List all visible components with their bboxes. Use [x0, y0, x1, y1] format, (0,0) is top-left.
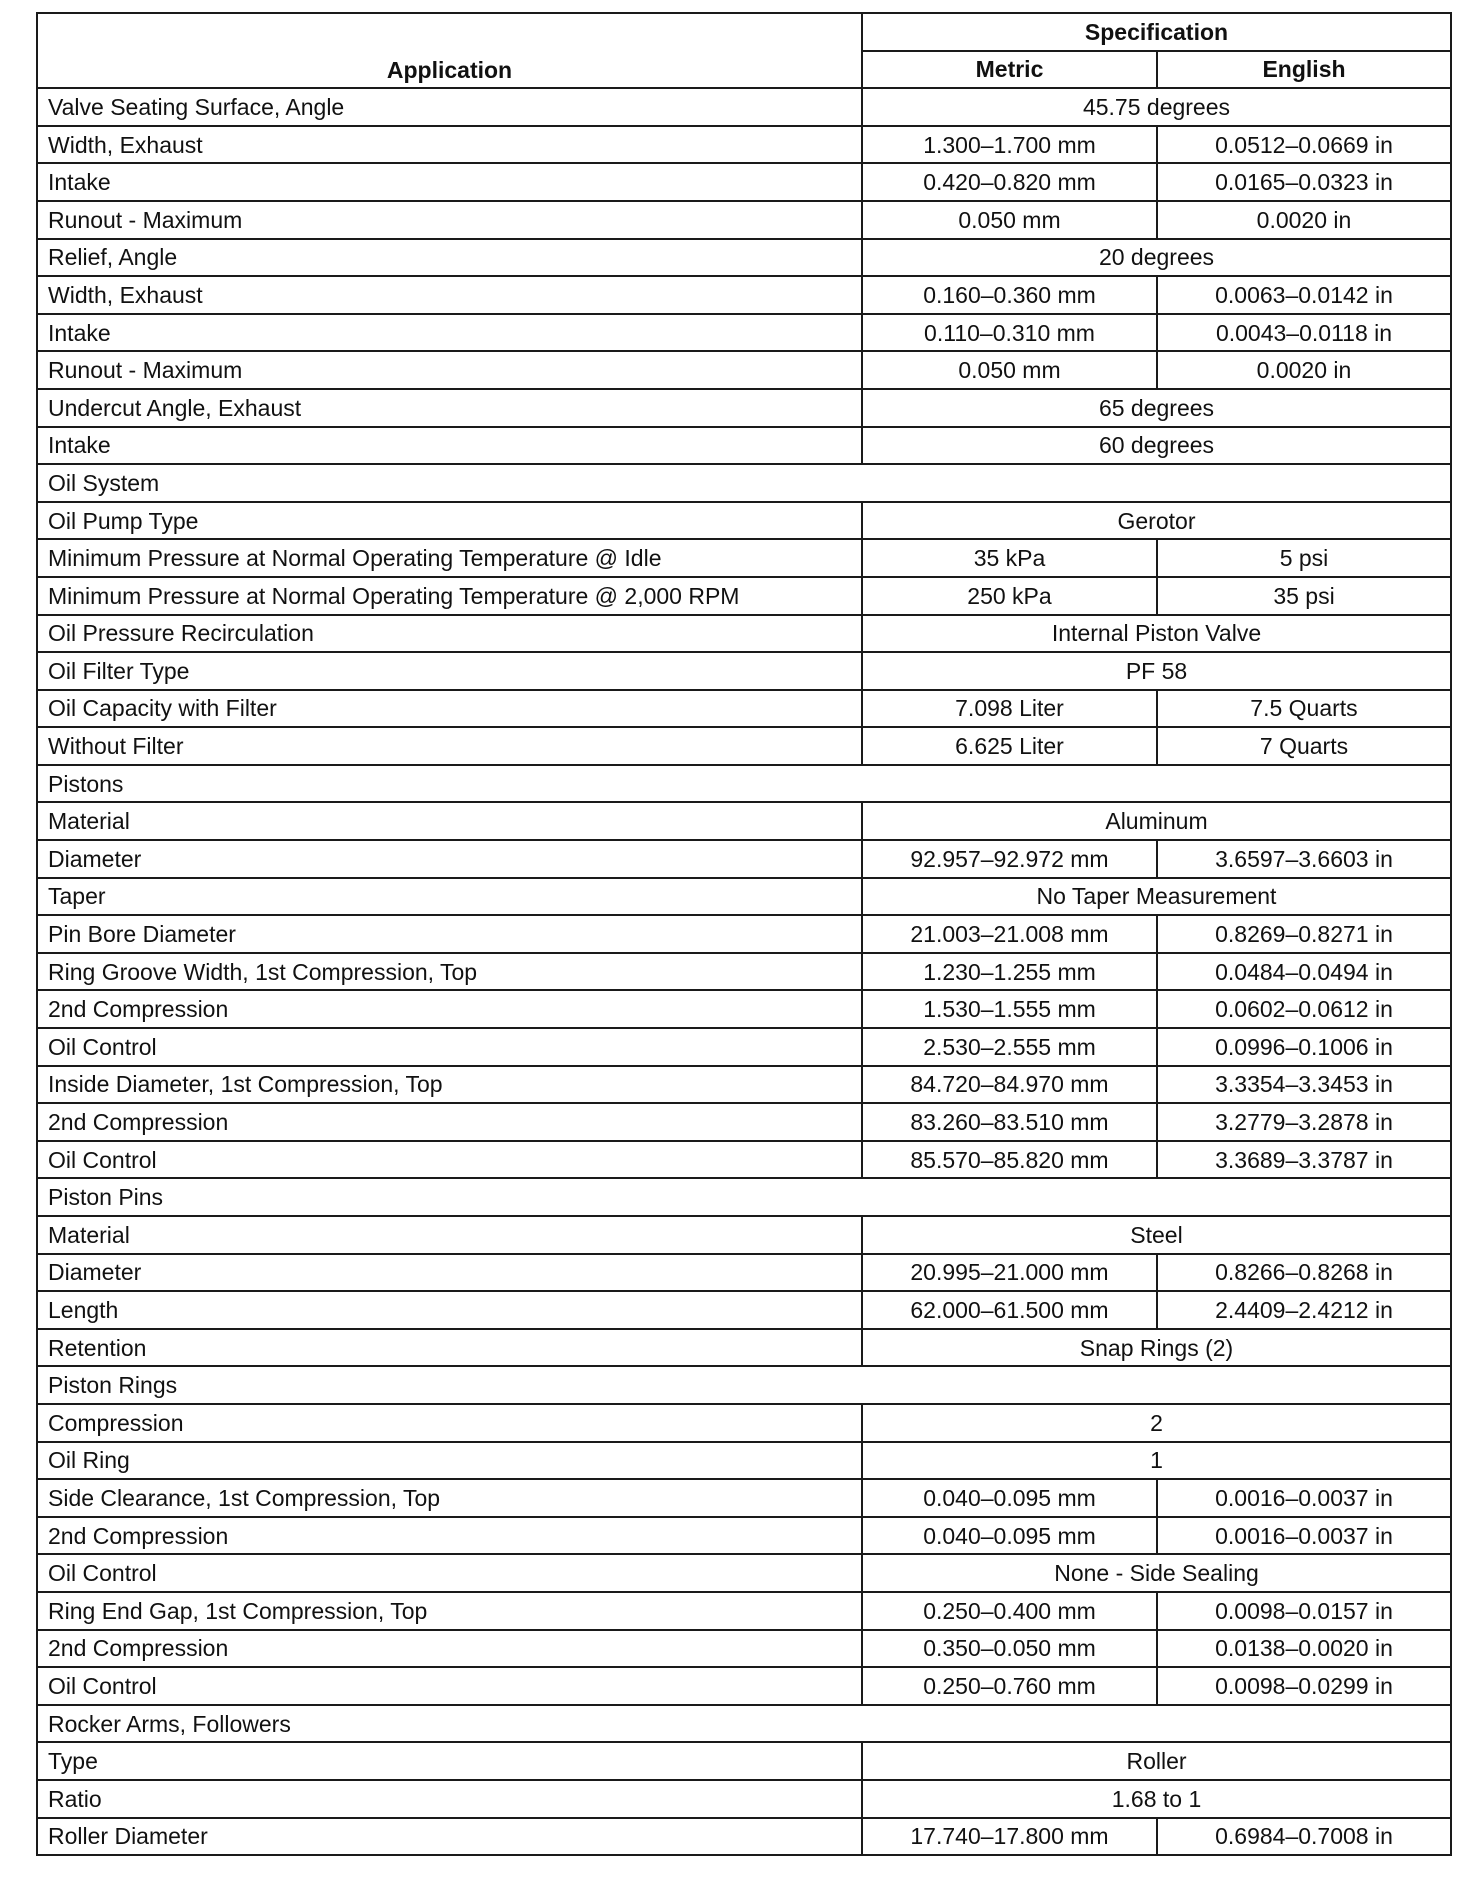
- table-row: [37, 1141, 1451, 1179]
- metric-value-cell: 0.350–0.050 mm: [862, 1630, 1157, 1668]
- section-row: [37, 464, 1451, 502]
- application-cell: Ring End Gap, 1st Compression, Top: [37, 1592, 862, 1630]
- table-row: [37, 690, 1451, 728]
- metric-value-cell: 0.050 mm: [862, 201, 1157, 239]
- english-value-cell: 3.6597–3.6603 in: [1157, 840, 1451, 878]
- english-value-cell: 0.0098–0.0299 in: [1157, 1667, 1451, 1705]
- section-heading: Rocker Arms, Followers: [37, 1705, 1451, 1743]
- application-cell: Oil Control: [37, 1141, 862, 1179]
- table-row: [37, 1780, 1451, 1818]
- english-value-cell: 0.8269–0.8271 in: [1157, 915, 1451, 953]
- table-row: [37, 201, 1451, 239]
- application-cell: Runout - Maximum: [37, 351, 862, 389]
- application-cell: Minimum Pressure at Normal Operating Temperature @ 2,000 RPM: [37, 577, 862, 615]
- specification-value-cell: Snap Rings (2): [862, 1329, 1451, 1367]
- specification-value-cell: 45.75 degrees: [862, 88, 1451, 126]
- application-cell: Retention: [37, 1329, 862, 1367]
- table-row: [37, 577, 1451, 615]
- english-value-cell: 0.0512–0.0669 in: [1157, 126, 1451, 164]
- application-cell: Length: [37, 1291, 862, 1329]
- application-cell: Oil Ring: [37, 1442, 862, 1480]
- application-cell: Without Filter: [37, 727, 862, 765]
- section-heading: Oil System: [37, 464, 1451, 502]
- english-value-cell: 7.5 Quarts: [1157, 690, 1451, 728]
- section-heading: Pistons: [37, 765, 1451, 803]
- metric-value-cell: 0.040–0.095 mm: [862, 1479, 1157, 1517]
- section-row: [37, 1366, 1451, 1404]
- table-row: [37, 351, 1451, 389]
- metric-value-cell: 92.957–92.972 mm: [862, 840, 1157, 878]
- specification-value-cell: Roller: [862, 1742, 1451, 1780]
- specification-value-cell: 2: [862, 1404, 1451, 1442]
- metric-value-cell: 85.570–85.820 mm: [862, 1141, 1157, 1179]
- metric-header: Metric: [862, 51, 1157, 89]
- metric-value-cell: 0.250–0.400 mm: [862, 1592, 1157, 1630]
- application-cell: Roller Diameter: [37, 1818, 862, 1856]
- application-cell: Diameter: [37, 840, 862, 878]
- application-cell: Material: [37, 1216, 862, 1254]
- english-value-cell: 5 psi: [1157, 539, 1451, 577]
- application-cell: Width, Exhaust: [37, 126, 862, 164]
- table-row: [37, 163, 1451, 201]
- metric-value-cell: 0.040–0.095 mm: [862, 1517, 1157, 1555]
- table-row: [37, 1291, 1451, 1329]
- metric-value-cell: 35 kPa: [862, 539, 1157, 577]
- english-value-cell: 2.4409–2.4212 in: [1157, 1291, 1451, 1329]
- table-header: [37, 13, 1451, 88]
- metric-value-cell: 0.160–0.360 mm: [862, 276, 1157, 314]
- specification-value-cell: Aluminum: [862, 802, 1451, 840]
- application-cell: Oil Control: [37, 1554, 862, 1592]
- metric-value-cell: 1.530–1.555 mm: [862, 990, 1157, 1028]
- specification-value-cell: 20 degrees: [862, 239, 1451, 277]
- english-value-cell: 0.0043–0.0118 in: [1157, 314, 1451, 352]
- english-value-cell: 3.3689–3.3787 in: [1157, 1141, 1451, 1179]
- table-row: [37, 1216, 1451, 1254]
- metric-value-cell: 17.740–17.800 mm: [862, 1818, 1157, 1856]
- metric-value-cell: 62.000–61.500 mm: [862, 1291, 1157, 1329]
- table-row: [37, 1742, 1451, 1780]
- table-row: [37, 1667, 1451, 1705]
- metric-value-cell: 1.230–1.255 mm: [862, 953, 1157, 991]
- table-row: [37, 990, 1451, 1028]
- table-row: [37, 802, 1451, 840]
- section-heading: Piston Pins: [37, 1178, 1451, 1216]
- application-cell: 2nd Compression: [37, 1103, 862, 1141]
- application-cell: Intake: [37, 163, 862, 201]
- application-cell: Oil Control: [37, 1667, 862, 1705]
- metric-value-cell: 7.098 Liter: [862, 690, 1157, 728]
- table-row: [37, 276, 1451, 314]
- specification-header: Specification: [862, 13, 1451, 51]
- specification-value-cell: Steel: [862, 1216, 1451, 1254]
- table-row: [37, 1479, 1451, 1517]
- metric-value-cell: 21.003–21.008 mm: [862, 915, 1157, 953]
- application-cell: Intake: [37, 314, 862, 352]
- application-cell: Type: [37, 1742, 862, 1780]
- application-cell: 2nd Compression: [37, 990, 862, 1028]
- table-row: [37, 1066, 1451, 1104]
- table-row: [37, 1517, 1451, 1555]
- application-cell: Intake: [37, 427, 862, 465]
- section-row: [37, 1178, 1451, 1216]
- specification-value-cell: Internal Piston Valve: [862, 615, 1451, 653]
- table-row: [37, 1254, 1451, 1292]
- table-row: [37, 915, 1451, 953]
- table-row: [37, 1329, 1451, 1367]
- table-row: [37, 427, 1451, 465]
- english-value-cell: 0.6984–0.7008 in: [1157, 1818, 1451, 1856]
- table-row: [37, 615, 1451, 653]
- application-cell: Oil Capacity with Filter: [37, 690, 862, 728]
- metric-value-cell: 0.050 mm: [862, 351, 1157, 389]
- english-value-cell: 0.8266–0.8268 in: [1157, 1254, 1451, 1292]
- application-cell: Material: [37, 802, 862, 840]
- application-cell: Undercut Angle, Exhaust: [37, 389, 862, 427]
- application-cell: Compression: [37, 1404, 862, 1442]
- table-row: [37, 126, 1451, 164]
- english-value-cell: 0.0020 in: [1157, 351, 1451, 389]
- table-row: [37, 878, 1451, 916]
- application-cell: Ratio: [37, 1780, 862, 1818]
- specification-value-cell: No Taper Measurement: [862, 878, 1451, 916]
- english-value-cell: 7 Quarts: [1157, 727, 1451, 765]
- section-row: [37, 765, 1451, 803]
- specification-value-cell: 60 degrees: [862, 427, 1451, 465]
- table-row: [37, 1554, 1451, 1592]
- application-cell: Inside Diameter, 1st Compression, Top: [37, 1066, 862, 1104]
- application-cell: Relief, Angle: [37, 239, 862, 277]
- application-cell: Ring Groove Width, 1st Compression, Top: [37, 953, 862, 991]
- header-row-top: [37, 13, 1451, 51]
- table-row: [37, 1592, 1451, 1630]
- application-cell: Minimum Pressure at Normal Operating Temperature @ Idle: [37, 539, 862, 577]
- application-cell: Side Clearance, 1st Compression, Top: [37, 1479, 862, 1517]
- application-cell: Diameter: [37, 1254, 862, 1292]
- application-cell: Runout - Maximum: [37, 201, 862, 239]
- table-row: [37, 239, 1451, 277]
- table-row: [37, 1818, 1451, 1856]
- metric-value-cell: 6.625 Liter: [862, 727, 1157, 765]
- english-value-cell: 35 psi: [1157, 577, 1451, 615]
- application-cell: Oil Pressure Recirculation: [37, 615, 862, 653]
- english-value-cell: 0.0484–0.0494 in: [1157, 953, 1451, 991]
- table-row: [37, 502, 1451, 540]
- table-row: [37, 1442, 1451, 1480]
- metric-value-cell: 250 kPa: [862, 577, 1157, 615]
- table-row: [37, 1103, 1451, 1141]
- application-cell: Pin Bore Diameter: [37, 915, 862, 953]
- specification-value-cell: None - Side Sealing: [862, 1554, 1451, 1592]
- english-value-cell: 0.0016–0.0037 in: [1157, 1479, 1451, 1517]
- section-row: [37, 1705, 1451, 1743]
- application-header: Application: [37, 13, 862, 88]
- application-cell: 2nd Compression: [37, 1517, 862, 1555]
- english-value-cell: 0.0016–0.0037 in: [1157, 1517, 1451, 1555]
- metric-value-cell: 0.110–0.310 mm: [862, 314, 1157, 352]
- english-value-cell: 0.0098–0.0157 in: [1157, 1592, 1451, 1630]
- metric-value-cell: 0.420–0.820 mm: [862, 163, 1157, 201]
- table-row: [37, 1404, 1451, 1442]
- metric-value-cell: 0.250–0.760 mm: [862, 1667, 1157, 1705]
- metric-value-cell: 84.720–84.970 mm: [862, 1066, 1157, 1104]
- application-cell: 2nd Compression: [37, 1630, 862, 1668]
- table-row: [37, 539, 1451, 577]
- metric-value-cell: 20.995–21.000 mm: [862, 1254, 1157, 1292]
- english-value-cell: 3.2779–3.2878 in: [1157, 1103, 1451, 1141]
- specification-value-cell: PF 58: [862, 652, 1451, 690]
- metric-value-cell: 2.530–2.555 mm: [862, 1028, 1157, 1066]
- table-row: [37, 727, 1451, 765]
- specification-value-cell: 1: [862, 1442, 1451, 1480]
- table-body: [37, 88, 1451, 1855]
- application-cell: Oil Filter Type: [37, 652, 862, 690]
- table-row: [37, 1630, 1451, 1668]
- english-value-cell: 0.0602–0.0612 in: [1157, 990, 1451, 1028]
- specification-value-cell: 65 degrees: [862, 389, 1451, 427]
- table-row: [37, 652, 1451, 690]
- english-value-cell: 0.0996–0.1006 in: [1157, 1028, 1451, 1066]
- application-cell: Valve Seating Surface, Angle: [37, 88, 862, 126]
- english-value-cell: 0.0165–0.0323 in: [1157, 163, 1451, 201]
- specification-table: [36, 12, 1452, 1856]
- table-row: [37, 840, 1451, 878]
- application-cell: Oil Control: [37, 1028, 862, 1066]
- application-cell: Oil Pump Type: [37, 502, 862, 540]
- table-row: [37, 314, 1451, 352]
- table-row: [37, 389, 1451, 427]
- english-header: English: [1157, 51, 1451, 89]
- metric-value-cell: 83.260–83.510 mm: [862, 1103, 1157, 1141]
- table-row: [37, 1028, 1451, 1066]
- english-value-cell: 3.3354–3.3453 in: [1157, 1066, 1451, 1104]
- application-cell: Width, Exhaust: [37, 276, 862, 314]
- application-cell: Taper: [37, 878, 862, 916]
- specification-value-cell: Gerotor: [862, 502, 1451, 540]
- section-heading: Piston Rings: [37, 1366, 1451, 1404]
- english-value-cell: 0.0063–0.0142 in: [1157, 276, 1451, 314]
- table-row: [37, 953, 1451, 991]
- english-value-cell: 0.0020 in: [1157, 201, 1451, 239]
- table-row: [37, 88, 1451, 126]
- english-value-cell: 0.0138–0.0020 in: [1157, 1630, 1451, 1668]
- metric-value-cell: 1.300–1.700 mm: [862, 126, 1157, 164]
- specification-value-cell: 1.68 to 1: [862, 1780, 1451, 1818]
